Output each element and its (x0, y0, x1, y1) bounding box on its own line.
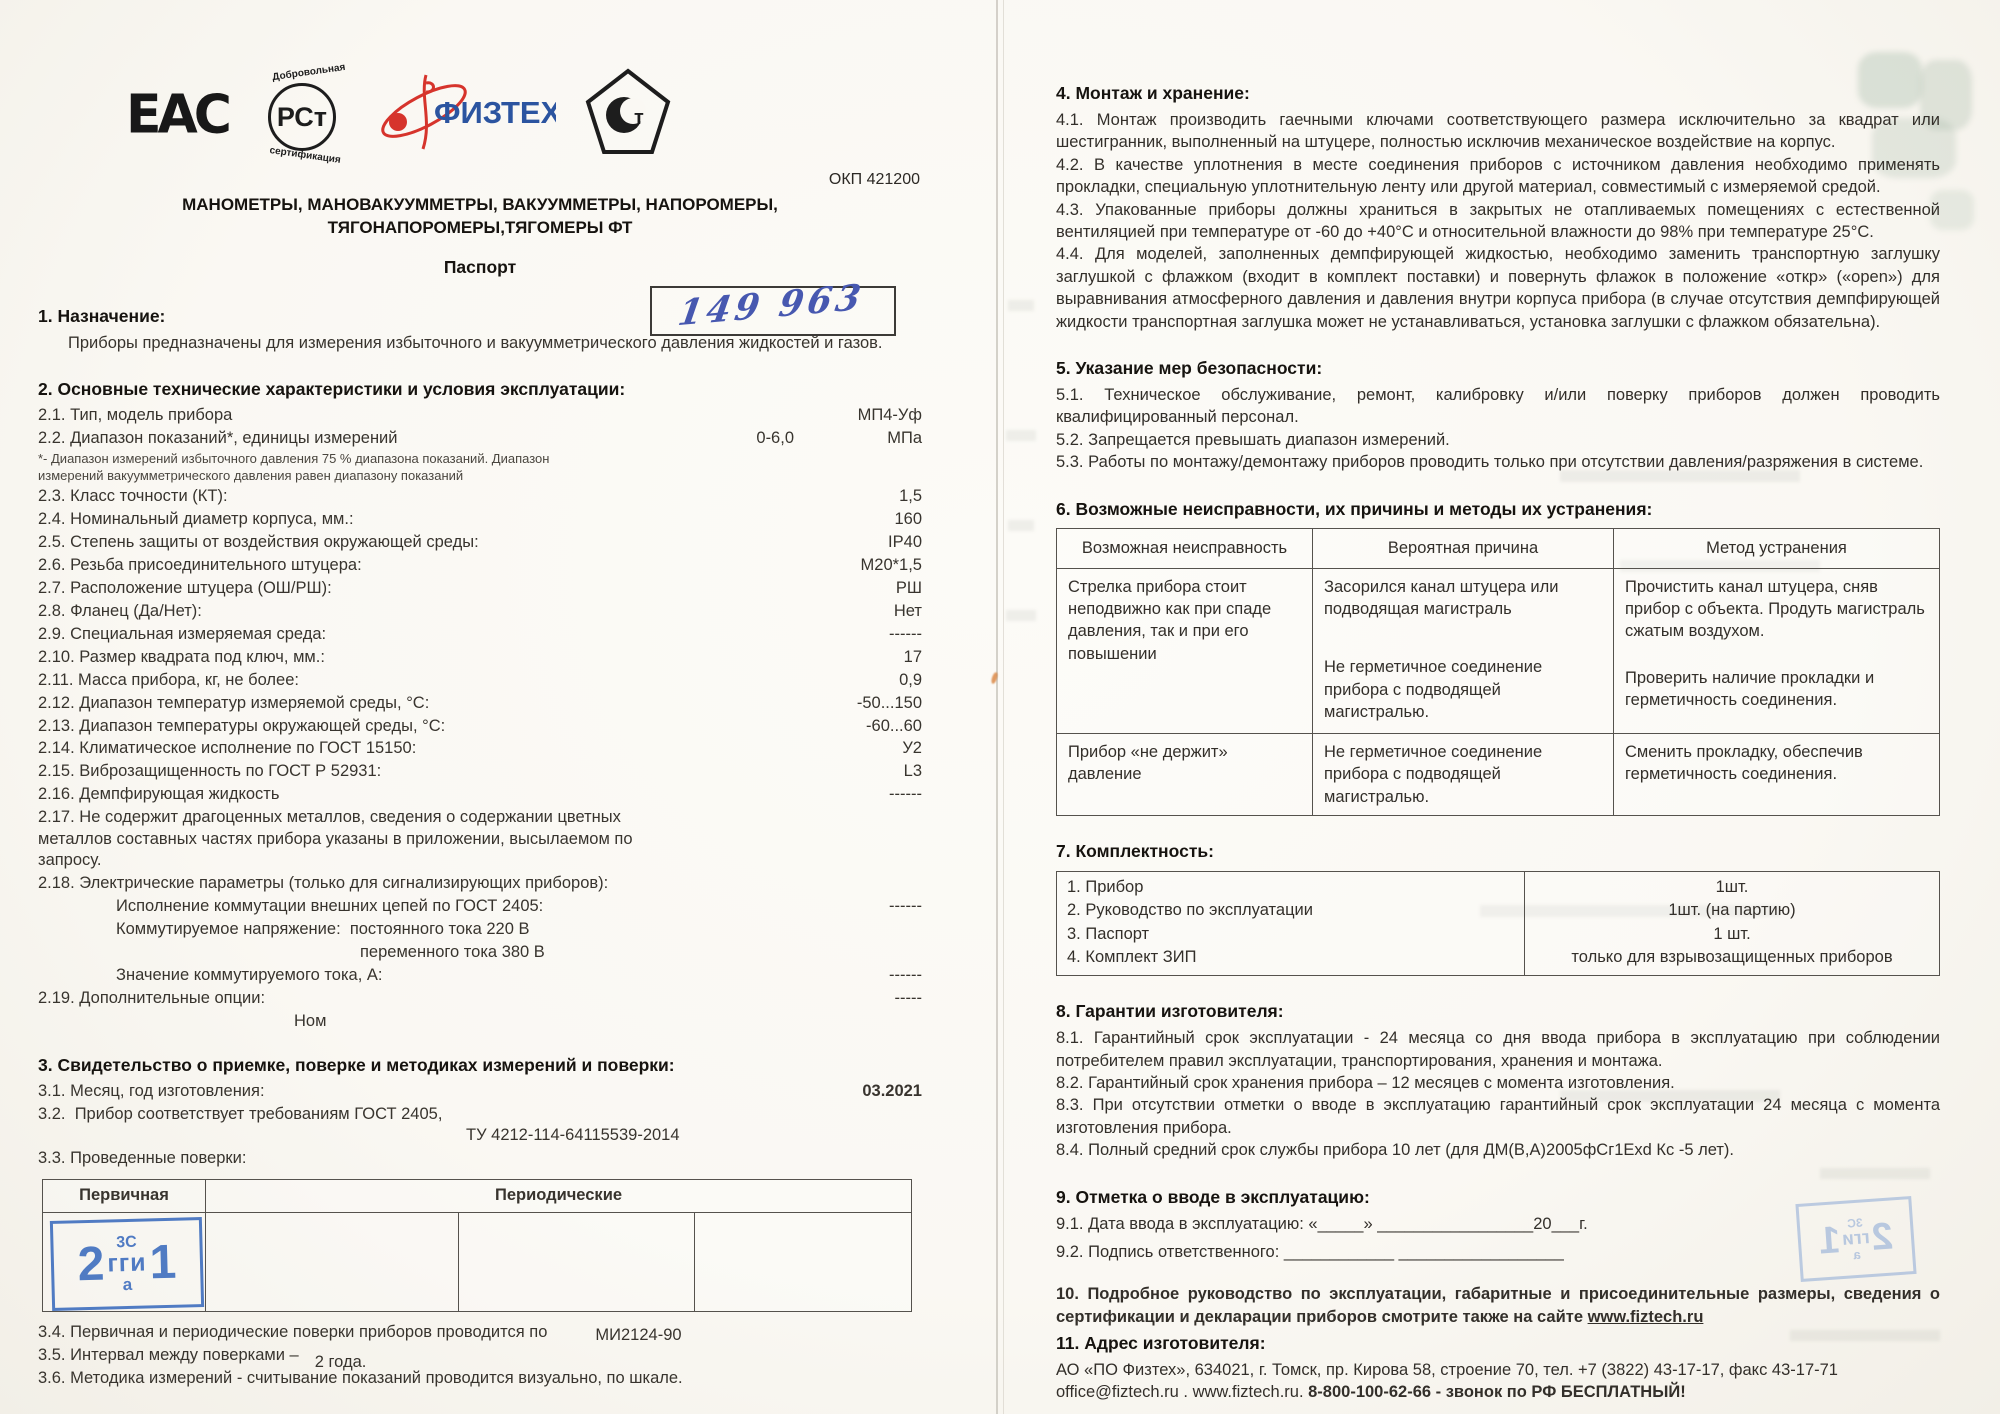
bleed-stamp-digit: 2 (1870, 1215, 1895, 1259)
spec-row (38, 624, 922, 645)
manufacture-date-label: 3.1. Месяц, год изготовления: (38, 1081, 265, 1100)
serial-number-box (650, 276, 896, 336)
spec-mid-value: 0-6,0 (756, 428, 794, 447)
st-pentagon-icon (584, 68, 672, 156)
method-text-2: Проверить наличие прокладки и герметичность соединения. (1625, 668, 1875, 709)
logos-row (38, 61, 922, 167)
cause-text-2: Не герметичное соединение прибора с подводящей магистралью. (1324, 658, 1543, 721)
rst-bottom-text: сертификация (268, 145, 342, 167)
stamp-middle-text: гги (107, 1248, 147, 1278)
tu-number: ТУ 4212-114-64115539-2014 (466, 1125, 680, 1144)
measurement-method-label: 3.6. Методика измерений - считывание показаний проводится визуально, по шкале. (38, 1369, 683, 1388)
spec-label: 2.15. Виброзащищенность по ГОСТ Р 52931: (38, 762, 382, 781)
spec-value: МП4-Уф (857, 405, 922, 424)
website-link: www.fiztech.ru (1587, 1307, 1704, 1326)
fault-cell-2 (1057, 734, 1313, 815)
cause-cell-2 (1313, 734, 1614, 815)
paragraph: 4.2. В качестве уплотнения в месте соединения приборов с источником давления необходимо применять прокладки, специальную уплотнительную ленту или другой материал, совместимый с измеряемой средой. (1056, 155, 1940, 197)
kit-item-name: 2. Руководство по эксплуатации (1067, 901, 1313, 920)
spec-row (38, 601, 922, 622)
spec-row (38, 896, 922, 917)
spec-value: ----- (894, 988, 922, 1007)
kit-table (1056, 871, 1940, 977)
kit-item-name: 3. Паспорт (1067, 924, 1150, 943)
kit-item-name: 1. Прибор (1067, 877, 1144, 896)
spec-value: ------ (889, 965, 922, 984)
tu-number-row (38, 1125, 922, 1146)
st-pentagon-logo (584, 68, 672, 162)
product-title (38, 194, 922, 240)
spec-value: 17 (903, 647, 922, 666)
stamp-center (107, 1235, 148, 1294)
section7-heading: 7. Комплектность: (1056, 840, 1214, 861)
verification-method-value: МИ2124-90 (595, 1326, 682, 1345)
spec-label: 2.12. Диапазон температур измеряемой среды, °С: (38, 693, 430, 712)
product-title-line2: ТЯГОНАПОРОМЕРЫ,ТЯГОМЕРЫ ФТ (327, 218, 633, 238)
spec-label: 2.14. Климатическое исполнение по ГОСТ 15150: (38, 739, 417, 758)
section4-paragraphs (1056, 109, 1940, 333)
manufacture-date-value: 03.2021 (862, 1081, 922, 1100)
spec-value: 160 (894, 510, 922, 529)
spec-label: измерений вакуумметрического давления равен диапазону показаний (38, 467, 464, 483)
spec-row (38, 716, 922, 737)
spec-label: Исполнение коммутации внешних цепей по ГОСТ 2405: (116, 897, 544, 916)
verification-method-label: 3.4. Первичная и периодические поверки приборов проводится по (38, 1323, 548, 1342)
svg-text:ФИЗТЕХ: ФИЗТЕХ (433, 94, 556, 130)
section3-heading: 3. Свидетельство о приемке, поверке и методиках измерений и поверки: (38, 1055, 675, 1076)
section2-heading: 2. Основные технические характеристики и условия эксплуатации: (38, 379, 626, 400)
fiztech-atom-icon (376, 69, 556, 155)
bleed-stamp-digit: 1 (1817, 1219, 1842, 1263)
spec-row (38, 965, 922, 986)
section1-text: Приборы предназначены для измерения избыточного и вакуумметрического давления жидкостей и газов. (68, 334, 883, 353)
section8-paragraphs (1056, 1027, 1940, 1162)
faults-col-cause: Вероятная причина (1313, 529, 1614, 568)
verification-interval-row (38, 1345, 922, 1372)
verification-col-periodic: Периодические (206, 1180, 911, 1213)
spec-label: 2.3. Класс точности (КТ): (38, 487, 228, 506)
spec-label: 2.10. Размер квадрата под ключ, мм.: (38, 647, 325, 666)
spec-row (38, 428, 922, 449)
kit-item-qty: только для взрывозащищенных приборов (1571, 947, 1893, 966)
verification-interval-label: 3.5. Интервал между поверками – (38, 1346, 299, 1365)
faults-table (1056, 528, 1940, 816)
spec-label: 2.13. Диапазон температуры окружающей среды, °С: (38, 716, 446, 735)
verification-stamp (50, 1217, 204, 1311)
spec-label: Значение коммутируемого тока, А: (116, 965, 383, 984)
spec-row (38, 919, 922, 940)
cause-cell-1 (1313, 569, 1614, 734)
method-text-1: Прочистить канал штуцера, сняв прибор с объекта. Продуть магистраль сжатым воздухом. (1625, 577, 1925, 641)
gost-compliance-label: 3.2. Прибор соответствует требованиям ГОСТ 2405, (38, 1104, 443, 1123)
spec-row (38, 555, 922, 576)
bleed-artifact (1006, 610, 1036, 621)
spec-value: 0,9 (899, 670, 922, 689)
section8-heading: 8. Гарантии изготовителя: (1056, 1001, 1284, 1022)
spec-row (38, 405, 922, 426)
kit-item-qty: 1шт. (на партию) (1668, 901, 1796, 920)
spec-row (38, 873, 922, 894)
spec-row (38, 942, 922, 963)
bleed-artifact (1006, 430, 1036, 441)
commissioning-date-line: 9.1. Дата ввода в эксплуатацию: «_____» _________________20___г. (1056, 1214, 1588, 1233)
section7 (1056, 840, 1940, 976)
paragraph: 4.4. Для моделей, заполненных демпфирующей жидкостью, необходимо заменить транспортную заглушку заглушкой с флажком (входит в комплект поставки) и повернуть флажок в положение «откр» («open») для выравнивания атмосферного давления и давления внутри корпуса прибора (в случае отсутствия демпфирующей жидкости транспортная заглушка может не устанавливаться, установка заглушки с флажком обязательна). (1056, 245, 1940, 331)
hotline-phone: 8-800-100-62-66 - звонок по РФ БЕСПЛАТНЫЙ! (1308, 1383, 1686, 1402)
kit-items (1057, 872, 1525, 976)
stamp-digit-left: 2 (77, 1238, 106, 1292)
spec-label: 2.7. Расположение штуцера (ОШ/РШ): (38, 578, 332, 597)
stamp-digit-right: 1 (148, 1236, 177, 1291)
spec-label: *- Диапазон измерений избыточного давления 75 % диапазона показаний. Диапазон (38, 450, 550, 466)
spec-row (38, 784, 922, 805)
method-text: Сменить прокладку, обеспечив герметичность соединения. (1625, 743, 1863, 784)
spec-row (38, 738, 922, 759)
okp-code: ОКП 421200 (828, 171, 920, 188)
spec-row (38, 988, 922, 1009)
section5 (1056, 357, 1940, 474)
spec-label: 2.2. Диапазон показаний*, единицы измерений (38, 428, 398, 447)
document-title: Паспорт (443, 257, 517, 278)
paragraph: 8.3. При отсутствии отметки о вводе в эксплуатацию гарантийный срок эксплуатации 24 месяца с момента изготовления прибора. (1056, 1096, 1940, 1137)
bleed-stamp-center: 3С гги а (1841, 1215, 1871, 1263)
cause-text-1: Засорился канал штуцера или подводящая магистраль (1324, 577, 1559, 619)
stamp-bottom-text: а (122, 1275, 133, 1295)
spec-label: 2.11. Масса прибора, кг, не более: (38, 670, 299, 689)
faults-col-fault: Возможная неисправность (1057, 529, 1313, 568)
spec-label: 2.4. Номинальный диаметр корпуса, мм.: (38, 510, 354, 529)
spec-label: 2.8. Фланец (Да/Нет): (38, 601, 202, 620)
cause-text: Не герметичное соединение прибора с подводящей магистралью. (1324, 743, 1543, 806)
spec-label: Коммутируемое напряжение: постоянного тока 220 В (116, 919, 530, 938)
spec-label: 2.19. Дополнительные опции: (38, 988, 266, 1007)
spec-row (38, 1011, 922, 1032)
fault-text: Прибор «не держит» давление (1068, 743, 1228, 784)
spec-value: -50...150 (856, 693, 922, 712)
manufacturer-contacts (1056, 1381, 1940, 1403)
spec-row (38, 647, 922, 668)
paragraph: 5.1. Техническое обслуживание, ремонт, калибровку и/или поверку приборов должен проводить квалифицированный персонал. (1056, 385, 1940, 427)
paragraph: 4.3. Упакованные приборы должны храниться в закрытых не отапливаемых помещениях с естественной вентиляцией при температуре от -60 до +40°С и относительной влажности до 98% при температуре 25°С. (1056, 200, 1940, 241)
spec-value: М20*1,5 (860, 555, 922, 574)
gost-compliance-row (38, 1104, 922, 1125)
section6-heading: 6. Возможные неисправности, их причины и методы их устранения: (1056, 498, 1653, 519)
spec-label: 2.1. Тип, модель прибора (38, 405, 233, 424)
measurement-method-row (38, 1368, 922, 1389)
verification-col-primary: Первичная (43, 1180, 206, 1213)
manufacture-date-row (38, 1081, 922, 1102)
spec-value: ------ (889, 897, 922, 916)
product-title-line1: МАНОМЕТРЫ, МАНОВАКУУММЕТРЫ, ВАКУУММЕТРЫ, НАПОРОМЕРЫ, (182, 195, 778, 215)
rst-certification-logo (256, 61, 348, 167)
spec-value: IP40 (888, 533, 922, 552)
fault-text: Стрелка прибора стоит неподвижно как при спаде давления, так и при его повышении (1068, 577, 1272, 663)
manual-note-text: 10. Подробное руководство по эксплуатации, габаритные и присоединительные размеры, сведения о сертификации и декларации приборов смотрите также на сайте (1056, 1285, 1940, 1326)
section8 (1056, 1000, 1940, 1161)
spec-row (38, 761, 922, 782)
section1-heading: 1. Назначение: (38, 305, 166, 326)
st-letter: т (633, 106, 644, 129)
page-fold-line (996, 0, 998, 1414)
stamp-top-text: 3С (115, 1233, 137, 1252)
kit-item-name: 4. Комплект ЗИП (1067, 947, 1197, 966)
spec-row (38, 486, 922, 507)
fiztech-logo (376, 69, 556, 161)
periodic-verification-cell-2 (459, 1213, 695, 1311)
section10-text (1056, 1283, 1940, 1328)
kit-item-qty: 1шт. (1715, 877, 1749, 896)
contacts-normal: office@fiztech.ru . www.fiztech.ru. (1056, 1383, 1309, 1402)
spec-label: Ном (294, 1011, 327, 1030)
method-cell-2 (1614, 734, 1939, 815)
handwritten-serial-number: 149 963 (675, 276, 868, 335)
section11-heading: 11. Адрес изготовителя: (1056, 1333, 1266, 1354)
paragraph: 5.2. Запрещается превышать диапазон измерений. (1056, 430, 1450, 449)
spec-label: 2.6. Резьба присоединительного штуцера: (38, 555, 362, 574)
spec-label: переменного тока 380 В (360, 942, 545, 961)
paragraph: 5.3. Работы по монтажу/демонтажу приборов проводить только при отсутствии давления/разряжения в системе. (1056, 453, 1924, 472)
periodic-verification-cell-3 (695, 1213, 911, 1311)
spec-label: 2.16. Демпфирующая жидкость (38, 785, 280, 804)
section5-heading: 5. Указание мер безопасности: (1056, 358, 1323, 379)
spec-value: ------ (889, 785, 922, 804)
spec-row (38, 451, 922, 468)
verification-table (42, 1179, 912, 1312)
spec-row (38, 807, 922, 871)
bleed-artifact (1008, 520, 1034, 531)
verifications-label: 3.3. Проведенные поверки: (38, 1148, 247, 1167)
method-cell-1 (1614, 569, 1939, 734)
spec-row (38, 532, 922, 553)
paragraph: 8.1. Гарантийный срок эксплуатации - 24 месяца со дня ввода прибора в эксплуатацию при соблюдении потребителем правил эксплуатации, транспортирования, хранения и монтажа. (1056, 1029, 1940, 1070)
spec-list (38, 405, 922, 1032)
bleed-artifact (1008, 300, 1034, 311)
spec-value: -60...60 (866, 716, 922, 735)
left-page (38, 61, 922, 1391)
spec-row (38, 670, 922, 691)
paragraph: 8.2. Гарантийный срок хранения прибора – 12 месяцев с момента изготовления. (1056, 1074, 1675, 1092)
spec-row (38, 509, 922, 530)
rst-top-text: Добровольная (271, 61, 347, 84)
rst-circle: РСт (268, 83, 336, 151)
kit-quantities (1525, 872, 1939, 976)
verifications-row (38, 1148, 922, 1169)
kit-item-qty: 1 шт. (1713, 924, 1751, 943)
primary-verification-cell (43, 1213, 206, 1311)
page-fold-line-2 (1003, 0, 1004, 1414)
faults-col-method: Метод устранения (1614, 529, 1939, 568)
section11 (1056, 1332, 1940, 1404)
eac-mark-logo: ЕАС (126, 84, 228, 146)
spec-value: Нет (893, 601, 922, 620)
section6 (1056, 498, 1940, 816)
verification-method-row (38, 1322, 922, 1343)
spec-value: У2 (902, 739, 922, 758)
spec-value: ------ (889, 624, 922, 643)
section5-paragraphs (1056, 384, 1940, 474)
spec-value: L3 (903, 762, 922, 781)
spec-label: 2.17. Не содержит драгоценных металлов, сведения о содержании цветных металлов составных частях прибора указаны в приложении, высылаемом по запросу. (38, 808, 638, 870)
periodic-verification-cell-1 (206, 1213, 459, 1311)
section9-heading: 9. Отметка о вводе в эксплуатацию: (1056, 1186, 1370, 1207)
manufacturer-address: АО «ПО Физтех», 634021, г. Томск, пр. Кирова 58, строение 70, тел. +7 (3822) 43-17-17, факс 43-17-71 (1056, 1361, 1838, 1379)
spec-row (38, 578, 922, 599)
spec-label: 2.9. Специальная измеряемая среда: (38, 624, 327, 643)
spec-value: МПа (887, 428, 922, 447)
paragraph: 4.1. Монтаж производить гаечными ключами соответствующего размера исключительно за квадрат или шестигранник, выполненный на штуцере, полностью исключив механическое воздействие на корпус. (1056, 110, 1940, 152)
fault-cell-1 (1057, 569, 1313, 734)
spec-row (38, 468, 922, 485)
responsible-signature-line: 9.2. Подпись ответственного: ____________ __________________ (1056, 1242, 1564, 1261)
right-page (1056, 82, 1940, 1404)
spec-label: 2.5. Степень защиты от воздействия окружающей среды: (38, 533, 479, 552)
spec-value: 1,5 (899, 487, 922, 506)
section4-heading: 4. Монтаж и хранение: (1056, 83, 1250, 103)
spec-value: РШ (895, 578, 922, 597)
spec-row (38, 693, 922, 714)
paragraph: 8.4. Полный средний срок службы прибора 10 лет (для ДМ(В,А)2005фСг1Ехd Кс -5 лет). (1056, 1141, 1735, 1160)
verification-interval-value: 2 года. (314, 1353, 367, 1372)
spec-label: 2.18. Электрические параметры (только для сигнализирующих приборов): (38, 874, 609, 893)
section9 (1056, 1186, 1940, 1264)
